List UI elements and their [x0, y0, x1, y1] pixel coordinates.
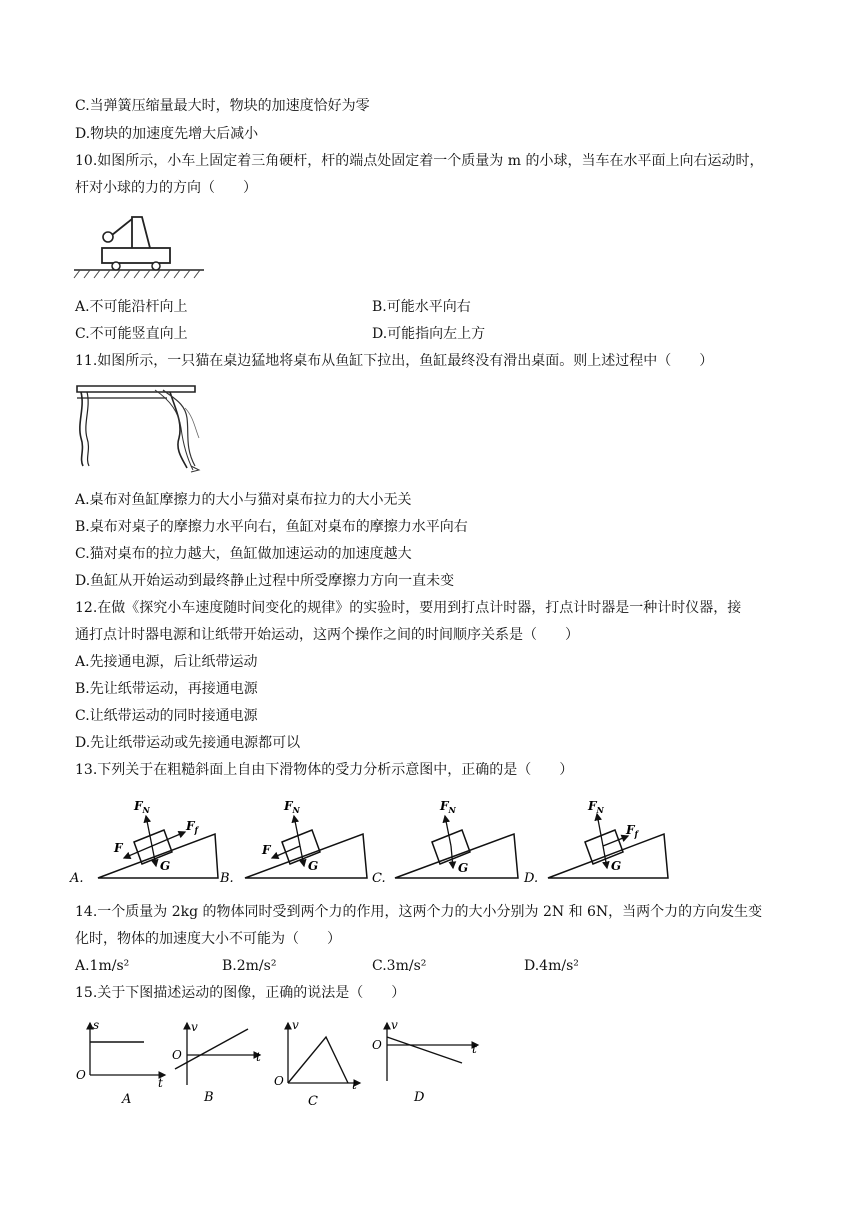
q12-option-b: B.先让纸带运动，再接通电源 — [75, 681, 258, 697]
q10-stem-line2: 杆对小球的力的方向（ ） — [75, 180, 257, 196]
svg-text:O: O — [274, 1074, 284, 1088]
q13-stem: 13.下列关于在粗糙斜面上自由下滑物体的受力分析示意图中，正确的是（ ） — [75, 762, 574, 778]
q14-option-a: A.1m/s² — [75, 958, 130, 974]
q13-diagram-a — [69, 799, 218, 886]
svg-text:v: v — [292, 1018, 299, 1032]
svg-text:FN: $F_N$ — [588, 799, 604, 815]
svg-text:t: t — [352, 1078, 357, 1092]
q13-option-c: C. — [372, 871, 386, 886]
svg-text:C: C — [308, 1094, 318, 1109]
q15-graph-a — [76, 1018, 165, 1107]
q14-option-b: B.2m/s² — [222, 958, 277, 974]
label-f: F — [114, 841, 123, 855]
q14-stem-line1: 14.一个质量为 2kg 的物体同时受到两个力的作用，这两个力的大小分别为 2N 和 6N，当两个力的方向发生变 — [75, 904, 763, 920]
label-fn-sub: N — [142, 805, 150, 815]
q11-option-c: C.猫对桌布的拉力越大，鱼缸做加速运动的加速度越大 — [75, 546, 412, 562]
q11-option-a: A.桌布对鱼缸摩擦力的大小与猫对桌布拉力的大小无关 — [75, 492, 412, 508]
q13-force-diagrams — [70, 790, 690, 890]
svg-text:v: v — [391, 1018, 398, 1032]
q12-option-d: D.先让纸带运动或先接通电源都可以 — [75, 735, 301, 751]
q15-graph-c — [274, 1018, 360, 1109]
q14-stem-line2: 化时，物体的加速度大小不可能为（ ） — [75, 931, 341, 947]
q10-option-b: B.可能水平向右 — [372, 299, 471, 315]
svg-text:G: G — [458, 861, 469, 875]
label-fn: F — [134, 799, 143, 813]
q13-option-a: A. — [70, 871, 84, 886]
q10-option-d: D.可能指向左上方 — [372, 326, 486, 342]
svg-text:O: O — [76, 1068, 86, 1082]
svg-text:s: s — [93, 1018, 100, 1032]
q10-option-a: A.不可能沿杆向上 — [75, 299, 188, 315]
svg-text:FN: $F_N$ — [284, 799, 300, 815]
q13-option-d: D. — [524, 871, 539, 886]
svg-text:A: A — [122, 1092, 132, 1107]
q14-option-c: C.3m/s² — [372, 958, 427, 974]
svg-text:D: D — [414, 1090, 425, 1105]
q10-option-c: C.不可能竖直向上 — [75, 326, 188, 342]
q13-option-b: B. — [220, 871, 234, 886]
q11-option-d: D.鱼缸从开始运动到最终静止过程中所受摩擦力方向一直未变 — [75, 573, 455, 589]
label-ff: F — [186, 819, 195, 833]
q12-stem-line1: 12.在做《探究小车速度随时间变化的规律》的实验时，要用到打点计时器，打点计时器是一种计时仪器，接 — [75, 600, 742, 616]
svg-text:O: O — [372, 1038, 382, 1052]
q10-cart-figure — [72, 205, 212, 285]
q13-diagram-b — [219, 799, 367, 886]
q14-option-d: D.4m/s² — [524, 958, 579, 974]
q15-stem: 15.关于下图描述运动的图像，正确的说法是（ ） — [75, 985, 406, 1001]
q10-stem-line1: 10.如图所示，小车上固定着三角硬杆，杆的端点处固定着一个质量为 m 的小球，当车在水平面上向右运动时， — [75, 153, 764, 169]
svg-text:t: t — [472, 1042, 477, 1056]
svg-text:t: t — [256, 1050, 261, 1064]
q12-stem-line2: 通打点计时器电源和让纸带开始运动，这两个操作之间的时间顺序关系是（ ） — [75, 627, 579, 643]
q11-option-b: B.桌布对桌子的摩擦力水平向右，鱼缸对桌布的摩擦力水平向右 — [75, 519, 468, 535]
q9-option-c: C.当弹簧压缩量最大时，物块的加速度恰好为零 — [75, 98, 370, 114]
q15-motion-graphs — [70, 1015, 490, 1110]
q13-diagram-c — [372, 799, 518, 886]
svg-text:B: B — [204, 1090, 214, 1105]
svg-text:FN: $F_N$ — [440, 799, 456, 815]
q15-graph-b — [172, 1020, 261, 1105]
svg-text:Ff: $F_f$ — [626, 823, 638, 839]
svg-text:v: v — [191, 1020, 198, 1034]
q15-graph-d — [372, 1018, 478, 1105]
q12-option-a: A.先接通电源，后让纸带运动 — [75, 654, 258, 670]
svg-text:Ff — [185, 819, 200, 835]
q11-table-figure — [75, 378, 215, 478]
q11-stem: 11.如图所示，一只猫在桌边猛地将桌布从鱼缸下拉出，鱼缸最终没有滑出桌面。则上述过程中（ ） — [75, 353, 714, 369]
svg-text:FN — [133, 799, 151, 815]
svg-text:G: G — [308, 859, 319, 873]
svg-text:O: O — [172, 1048, 182, 1062]
label-ff-sub: f — [194, 825, 198, 835]
svg-text:t: t — [158, 1076, 163, 1090]
svg-text:F: F — [262, 843, 271, 857]
q13-diagram-d — [523, 799, 668, 886]
label-g: G — [160, 859, 171, 873]
svg-text:G: G — [611, 859, 622, 873]
q12-option-c: C.让纸带运动的同时接通电源 — [75, 708, 258, 724]
q9-option-d: D.物块的加速度先增大后减小 — [75, 126, 259, 142]
